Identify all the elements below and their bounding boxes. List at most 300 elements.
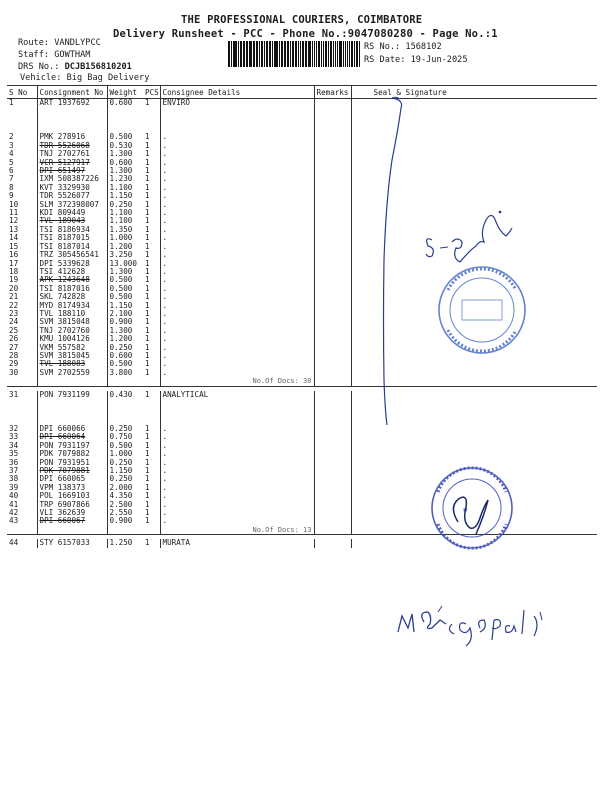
row-sno: 17	[9, 258, 19, 268]
row-pcs: 1	[145, 283, 150, 293]
barcode-bar	[261, 41, 264, 67]
col-consignment: Consignment No	[37, 86, 107, 99]
row-weight: 0.430	[107, 391, 143, 399]
row-sno: 19	[9, 275, 19, 285]
col-pcs: PCS	[145, 87, 159, 97]
row-consignee-dot: .	[160, 492, 314, 500]
row-consignment-no: SLM 372398007	[37, 201, 107, 209]
row-remarks	[314, 467, 351, 475]
row-consignment-no: PMK 278916	[37, 133, 107, 141]
row-remarks	[314, 310, 351, 318]
row-pcs: 1	[145, 149, 150, 159]
row-consignment-no: IXM 508387226	[37, 175, 107, 183]
svg-text:★: ★	[462, 506, 469, 514]
barcode-bar	[295, 41, 297, 67]
row-consignee-dot: .	[160, 459, 314, 467]
barcode-bar	[284, 41, 285, 67]
row-consignee-dot: .	[160, 344, 314, 352]
table-row	[7, 302, 597, 310]
row-remarks	[314, 192, 351, 200]
row-sno: 5	[9, 157, 14, 167]
row-seal	[351, 369, 597, 377]
row-pcs: 1	[145, 250, 150, 260]
row-sno: 3	[9, 140, 14, 150]
row-weight: 1.250	[107, 539, 143, 547]
row-sno: 1	[9, 98, 14, 107]
row-consignee-dot: .	[160, 352, 314, 360]
table-row	[7, 99, 597, 108]
row-consignment-no: VLI 362639	[37, 509, 107, 517]
row-seal	[351, 209, 597, 217]
row-weight: 2.000	[107, 484, 143, 492]
barcode-bar	[321, 41, 322, 67]
table-row	[7, 492, 597, 500]
row-consignment-no: TSI 8187014	[37, 243, 107, 251]
row-seal	[351, 344, 597, 352]
row-weight: 1.100	[107, 217, 143, 225]
route-row	[18, 38, 101, 48]
row-pcs: 1	[145, 157, 150, 167]
barcode-bar	[316, 41, 317, 67]
row-pcs: 1	[145, 174, 150, 184]
row-weight: 0.900	[107, 517, 143, 525]
barcode-bar	[233, 41, 234, 67]
barcode-bar	[330, 41, 332, 67]
row-consignee-dot: .	[160, 167, 314, 175]
row-sno: 15	[9, 241, 19, 251]
barcode-bar	[254, 41, 255, 67]
runsheet-barcode	[228, 41, 360, 67]
row-weight: 2.500	[107, 501, 143, 509]
docs-count: No.Of Docs: 13	[160, 526, 314, 535]
barcode-bar	[318, 41, 320, 67]
rs-no-row	[364, 42, 442, 52]
row-seal	[351, 184, 597, 192]
docs-count: No.Of Docs: 30	[160, 377, 314, 386]
row-sno: 26	[9, 334, 19, 344]
barcode-bar	[314, 41, 316, 67]
row-pcs: 1	[145, 258, 150, 268]
table-row	[7, 159, 597, 167]
docs-count-blank	[143, 526, 160, 535]
docs-count-blank	[107, 377, 143, 386]
row-consignment-no: TVL 189043	[37, 217, 107, 225]
runsheet-subtitle: Delivery Runsheet - PCC - Phone No.:9047080280 - Page No.:1	[113, 28, 498, 40]
row-remarks	[314, 133, 351, 141]
row-pcs: 1	[145, 241, 150, 251]
table-row	[7, 425, 597, 433]
row-consignee-dot: .	[160, 310, 314, 318]
table-row	[7, 175, 597, 183]
docs-count-blank	[351, 526, 597, 535]
row-consignee-dot: .	[160, 209, 314, 217]
row-pcs: 1	[145, 199, 150, 209]
table-row	[7, 433, 597, 441]
row-sno: 16	[9, 250, 19, 260]
vehicle-label: Vehicle:	[20, 73, 62, 83]
row-pcs: 1	[145, 432, 150, 442]
row-weight: 1.100	[107, 184, 143, 192]
row-sno: 28	[9, 350, 19, 360]
row-consignment-no: TSI 8187016	[37, 285, 107, 293]
row-seal	[351, 475, 597, 483]
row-weight: 0.500	[107, 442, 143, 450]
row-pcs: 1	[145, 300, 150, 310]
row-seal	[351, 175, 597, 183]
barcode-bar	[243, 41, 244, 67]
drs-value: DCJB156810201	[64, 62, 132, 72]
table-row	[7, 276, 597, 284]
row-consignee-dot: .	[160, 450, 314, 458]
row-weight: 0.500	[107, 293, 143, 301]
table-row	[7, 344, 597, 352]
row-seal	[351, 433, 597, 441]
barcode-bar	[345, 41, 346, 67]
row-sno: 31	[9, 389, 19, 399]
row-consignee-dot: .	[160, 475, 314, 483]
table-row	[7, 360, 597, 368]
rs-date-row	[364, 55, 468, 65]
row-pcs: 1	[145, 342, 150, 352]
table-row	[7, 501, 597, 509]
row-sno: 41	[9, 499, 19, 509]
row-pcs: 1	[145, 516, 150, 526]
row-consignee-dot: .	[160, 501, 314, 509]
row-consignee-dot: .	[160, 243, 314, 251]
rs-date-label: RS Date:	[364, 55, 406, 65]
row-consignee-dot: .	[160, 251, 314, 259]
row-sno: 18	[9, 266, 19, 276]
row-pcs: 1	[145, 140, 150, 150]
row-weight: 1.230	[107, 175, 143, 183]
table-row	[7, 391, 597, 399]
row-pcs: 1	[145, 424, 150, 433]
barcode-bar	[259, 41, 260, 67]
row-weight: 0.500	[107, 276, 143, 284]
row-remarks	[314, 268, 351, 276]
staff-value: GOWTHAM	[54, 50, 91, 60]
row-sno: 13	[9, 224, 19, 234]
row-pcs: 1	[145, 317, 150, 327]
row-pcs: 1	[145, 266, 150, 276]
row-consignee-dot: .	[160, 234, 314, 242]
row-seal	[351, 425, 597, 433]
row-remarks	[314, 517, 351, 525]
row-remarks	[314, 442, 351, 450]
row-consignment-no: ART 1937692	[37, 99, 107, 108]
row-weight: 1.300	[107, 150, 143, 158]
row-consignee-dot: .	[160, 192, 314, 200]
row-consignment-no: KMU 1004126	[37, 335, 107, 343]
table-row	[7, 335, 597, 343]
row-consignee-dot: .	[160, 268, 314, 276]
row-seal	[351, 450, 597, 458]
row-remarks	[314, 433, 351, 441]
row-weight: 1.300	[107, 268, 143, 276]
row-seal	[351, 150, 597, 158]
row-seal	[351, 201, 597, 209]
route-value: VANDLYPCC	[54, 38, 101, 48]
row-pcs: 1	[145, 538, 150, 548]
docs-count-blank	[37, 377, 107, 386]
table-row	[7, 484, 597, 492]
row-remarks	[314, 484, 351, 492]
row-consignment-no: TSI 8186934	[37, 226, 107, 234]
row-remarks	[314, 302, 351, 310]
barcode-bar	[290, 41, 291, 67]
row-remarks	[314, 276, 351, 284]
row-seal	[351, 285, 597, 293]
row-sno: 12	[9, 216, 19, 226]
row-weight: 2.550	[107, 509, 143, 517]
row-weight: 0.250	[107, 425, 143, 433]
row-seal	[351, 268, 597, 276]
barcode-bar	[351, 41, 353, 67]
row-consignment-no: POL 1669103	[37, 492, 107, 500]
row-consignment-no: TRP 6907866	[37, 501, 107, 509]
table-row	[7, 209, 597, 217]
row-sno: 37	[9, 466, 19, 476]
row-weight: 1.200	[107, 335, 143, 343]
table-row	[7, 251, 597, 259]
row-consignment-no: TDR 5526068	[37, 142, 107, 150]
row-consignment-no: VCR 5127917	[37, 159, 107, 167]
row-pcs: 1	[145, 367, 150, 377]
table-row	[7, 234, 597, 242]
docs-count-blank	[351, 377, 597, 386]
row-seal	[351, 192, 597, 200]
barcode-bar	[349, 41, 350, 67]
table-row	[7, 217, 597, 225]
row-pcs: 1	[145, 132, 150, 142]
row-consignee-dot: .	[160, 175, 314, 183]
row-remarks	[314, 150, 351, 158]
signature-3	[398, 606, 542, 646]
docs-count-blank	[107, 526, 143, 535]
vehicle-value: Big Bag Delivery	[66, 73, 150, 83]
row-remarks	[314, 492, 351, 500]
row-remarks	[314, 352, 351, 360]
row-consignment-no: SKL 742828	[37, 293, 107, 301]
row-weight: 1.150	[107, 467, 143, 475]
row-consignee-dot: .	[160, 226, 314, 234]
barcode-bar	[325, 41, 328, 67]
row-pcs: 1	[145, 359, 150, 369]
barcode-bar	[238, 41, 239, 67]
row-consignment-no: PON 7931197	[37, 442, 107, 450]
barcode-bar	[302, 41, 304, 67]
table-row	[7, 310, 597, 318]
row-consignee-dot: .	[160, 150, 314, 158]
row-weight: 3.250	[107, 251, 143, 259]
row-remarks	[314, 226, 351, 234]
row-seal	[351, 517, 597, 525]
row-remarks	[314, 327, 351, 335]
row-weight: 1.100	[107, 209, 143, 217]
row-weight: 1.150	[107, 302, 143, 310]
row-pcs: 1	[145, 182, 150, 192]
barcode-bar	[287, 41, 289, 67]
table-row	[7, 142, 597, 150]
row-consignment-no: PDK 7079882	[37, 450, 107, 458]
row-remarks	[314, 293, 351, 301]
docs-count-blank	[7, 526, 37, 535]
row-sno: 4	[9, 149, 14, 159]
row-seal	[351, 251, 597, 259]
row-consignment-no: VPM 138373	[37, 484, 107, 492]
row-weight: 1.350	[107, 226, 143, 234]
row-remarks	[314, 175, 351, 183]
row-seal	[351, 133, 597, 141]
row-seal	[351, 276, 597, 284]
row-seal	[351, 302, 597, 310]
row-pcs: 1	[145, 216, 150, 226]
row-remarks	[314, 459, 351, 467]
row-pcs: 1	[145, 325, 150, 335]
row-weight: 3.800	[107, 369, 143, 377]
row-sno: 14	[9, 233, 19, 243]
row-remarks	[314, 260, 351, 268]
row-consignee-name: ENVIRO	[160, 99, 314, 108]
row-pcs: 1	[145, 308, 150, 318]
row-consignment-no: SVM 2702559	[37, 369, 107, 377]
table-row	[7, 201, 597, 209]
row-sno: 11	[9, 208, 19, 218]
row-consignee-dot: .	[160, 142, 314, 150]
barcode-bar	[249, 41, 252, 67]
row-remarks	[314, 391, 351, 399]
row-consignee-dot: .	[160, 302, 314, 310]
row-remarks	[314, 159, 351, 167]
row-consignee-dot: .	[160, 517, 314, 525]
row-weight: 1.000	[107, 450, 143, 458]
table-row	[7, 150, 597, 158]
docs-count-blank	[314, 526, 351, 535]
barcode-bar	[264, 41, 265, 67]
row-seal	[351, 459, 597, 467]
row-remarks	[314, 318, 351, 326]
row-seal	[351, 318, 597, 326]
table-row	[7, 442, 597, 450]
table-row	[7, 475, 597, 483]
table-row	[7, 539, 597, 547]
row-pcs: 1	[145, 499, 150, 509]
col-seal-signature: Seal & Signature	[351, 86, 597, 99]
row-consignment-no: DPI 660065	[37, 475, 107, 483]
barcode-bar	[306, 41, 307, 67]
table-row	[7, 285, 597, 293]
row-remarks	[314, 167, 351, 175]
row-seal	[351, 539, 597, 547]
row-sno: 36	[9, 457, 19, 467]
row-sno: 23	[9, 308, 19, 318]
row-consignment-no: KDI 809449	[37, 209, 107, 217]
row-seal	[351, 484, 597, 492]
row-remarks	[314, 184, 351, 192]
row-remarks	[314, 501, 351, 509]
row-sno: 20	[9, 283, 19, 293]
row-consignee-dot: .	[160, 467, 314, 475]
rs-no-value: 1568102	[405, 42, 442, 52]
row-consignment-no: PON 7931951	[37, 459, 107, 467]
row-weight: 13.000	[107, 260, 143, 268]
row-remarks	[314, 285, 351, 293]
row-seal	[351, 352, 597, 360]
row-remarks	[314, 201, 351, 209]
row-remarks	[314, 243, 351, 251]
row-pcs: 1	[145, 466, 150, 476]
row-consignment-no: DPI 5339628	[37, 260, 107, 268]
barcode-bar	[275, 41, 278, 67]
drs-row	[18, 62, 132, 72]
row-gap	[7, 399, 597, 425]
row-pcs: 1	[145, 292, 150, 302]
row-seal	[351, 327, 597, 335]
barcode-bar	[231, 41, 232, 67]
row-weight: 0.250	[107, 344, 143, 352]
row-sno: 7	[9, 174, 14, 184]
barcode-bar	[279, 41, 280, 67]
row-seal	[351, 509, 597, 517]
table-row	[7, 260, 597, 268]
row-weight: 0.530	[107, 142, 143, 150]
row-weight: 0.500	[107, 360, 143, 368]
row-seal	[351, 360, 597, 368]
row-consignment-no: TNJ 2702760	[37, 327, 107, 335]
docs-count-row	[7, 526, 597, 535]
row-remarks	[314, 99, 351, 108]
row-pcs: 1	[145, 449, 150, 459]
row-consignee-name: ANALYTICAL	[160, 391, 314, 399]
runsheet-title: THE PROFESSIONAL COURIERS, COIMBATORE	[181, 14, 423, 26]
row-consignment-no: DPI 660067	[37, 517, 107, 525]
row-consignee-dot: .	[160, 369, 314, 377]
row-weight: 0.600	[107, 99, 143, 108]
barcode-bar	[312, 41, 313, 67]
row-remarks	[314, 209, 351, 217]
row-sno: 35	[9, 449, 19, 459]
row-remarks	[314, 509, 351, 517]
row-pcs: 1	[145, 474, 150, 484]
row-sno: 27	[9, 342, 19, 352]
row-consignee-dot: .	[160, 184, 314, 192]
row-remarks	[314, 217, 351, 225]
row-consignment-no: PON 7931199	[37, 391, 107, 399]
row-consignment-no: KVT 3329930	[37, 184, 107, 192]
row-consignment-no: VKM 557582	[37, 344, 107, 352]
row-sno: 30	[9, 367, 19, 377]
row-consignment-no: TSI 412628	[37, 268, 107, 276]
row-weight: 0.600	[107, 159, 143, 167]
row-consignment-no: DPI 660066	[37, 425, 107, 433]
barcode-bar	[333, 41, 334, 67]
table-row	[7, 318, 597, 326]
docs-count-blank	[7, 377, 37, 386]
row-pcs: 1	[145, 166, 150, 176]
barcode-bar	[292, 41, 295, 67]
row-consignment-no: SVM 3815048	[37, 318, 107, 326]
row-weight: 1.000	[107, 234, 143, 242]
row-consignment-no: TNJ 2702761	[37, 150, 107, 158]
row-seal	[351, 226, 597, 234]
row-consignee-dot: .	[160, 318, 314, 326]
row-weight: 0.900	[107, 318, 143, 326]
row-remarks	[314, 450, 351, 458]
row-weight: 1.300	[107, 167, 143, 175]
row-pcs: 1	[145, 275, 150, 285]
table-row	[7, 450, 597, 458]
table-row	[7, 268, 597, 276]
